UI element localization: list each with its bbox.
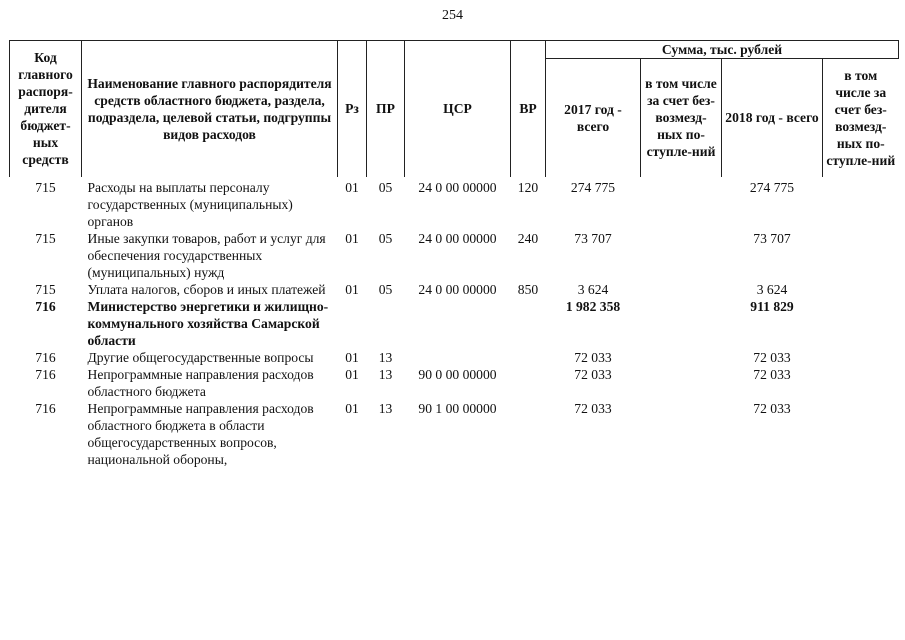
table-row	[10, 298, 899, 349]
row-2017-grants	[641, 281, 722, 298]
row-2017-grants	[641, 400, 722, 468]
row-rz: 01	[345, 366, 359, 382]
row-vr	[511, 366, 546, 400]
row-2017-total: 72 033	[574, 349, 612, 365]
row-pr: 05	[378, 179, 393, 195]
row-2017-total: 72 033	[574, 400, 612, 416]
header-2018-grants: в том числе за счет без-возмезд-ных по-ступле-ний	[823, 59, 899, 177]
row-pr	[367, 298, 405, 349]
row-rz: 01	[345, 349, 359, 365]
table-row	[10, 366, 899, 400]
table-header	[10, 41, 899, 177]
row-name: Другие общегосударственные вопросы	[87, 349, 314, 365]
table-body	[10, 177, 899, 468]
header-vr: ВР	[511, 41, 546, 177]
row-2017-grants	[641, 298, 722, 349]
row-csr: 24 0 00 00000	[418, 179, 497, 195]
row-pr: 05	[378, 281, 393, 297]
table-row	[10, 230, 899, 281]
row-rz	[338, 298, 367, 349]
row-code: 716	[35, 366, 56, 382]
row-csr: 24 0 00 00000	[418, 230, 497, 246]
row-vr	[511, 298, 546, 349]
row-name: Министерство энергетики и жилищно-коммунального хозяйства Самарской области	[87, 298, 329, 348]
row-2017-grants	[641, 366, 722, 400]
row-csr	[405, 349, 511, 366]
row-2018-grants	[823, 281, 899, 298]
row-2018-total: 72 033	[753, 400, 791, 416]
row-2017-total: 1 982 358	[565, 298, 621, 314]
row-2018-grants	[823, 298, 899, 349]
row-2017-grants	[641, 230, 722, 281]
row-csr	[405, 298, 511, 349]
row-2017-total: 73 707	[574, 230, 612, 246]
row-csr: 90 1 00 00000	[418, 400, 497, 416]
row-2017-total: 3 624	[577, 281, 609, 297]
row-name: Уплата налогов, сборов и иных платежей	[87, 281, 326, 297]
header-2017-grants: в том числе за счет без-возмезд-ных по-ступле-ний	[641, 59, 722, 177]
row-csr: 90 0 00 00000	[418, 366, 497, 382]
row-name: Расходы на выплаты персоналу государственных (муниципальных) органов	[87, 179, 293, 229]
row-csr: 24 0 00 00000	[418, 281, 497, 297]
row-vr: 240	[517, 230, 539, 246]
header-pr: ПР	[367, 41, 405, 177]
header-name: Наименование главного распорядителя средств областного бюджета, раздела, подраздела, целевой статьи, подгруппы видов расходов	[82, 41, 338, 177]
header-2018-total: 2018 год - всего	[722, 59, 823, 177]
row-vr	[511, 349, 546, 366]
budget-table	[9, 40, 899, 468]
row-pr: 13	[378, 366, 393, 382]
row-rz: 01	[345, 281, 359, 297]
row-2018-total: 3 624	[756, 281, 788, 297]
row-pr: 13	[378, 349, 393, 365]
row-2017-total: 274 775	[570, 179, 616, 195]
table-row	[10, 177, 899, 230]
row-code: 716	[35, 349, 56, 365]
header-code: Код главного распоря-дителя бюджет-ных средств	[10, 41, 82, 177]
row-2017-grants	[641, 177, 722, 230]
row-vr: 850	[517, 281, 539, 297]
row-rz: 01	[345, 230, 359, 246]
row-name: Непрограммные направления расходов областного бюджета	[87, 366, 314, 399]
row-code: 716	[35, 298, 56, 314]
header-csr: ЦСР	[405, 41, 511, 177]
header-rz: Рз	[338, 41, 367, 177]
row-pr: 13	[378, 400, 393, 416]
table-row	[10, 400, 899, 468]
row-2017-grants	[641, 349, 722, 366]
row-2018-total: 72 033	[753, 349, 791, 365]
row-code: 715	[35, 179, 56, 195]
row-pr: 05	[378, 230, 393, 246]
row-code: 715	[35, 281, 56, 297]
row-2018-total: 274 775	[749, 179, 795, 195]
row-2018-total: 911 829	[750, 298, 794, 314]
row-2018-total: 73 707	[753, 230, 791, 246]
row-code: 716	[35, 400, 56, 416]
row-2018-grants	[823, 400, 899, 468]
row-vr	[511, 400, 546, 468]
header-sum-group: Сумма, тыс. рублей	[546, 41, 899, 59]
table-row	[10, 349, 899, 366]
row-2017-total: 72 033	[574, 366, 612, 382]
row-rz: 01	[345, 400, 359, 416]
row-name: Иные закупки товаров, работ и услуг для обеспечения государственных (муниципальных) нужд	[87, 230, 326, 280]
row-2018-grants	[823, 366, 899, 400]
page-number: 254	[442, 8, 463, 23]
row-code: 715	[35, 230, 56, 246]
row-2018-total: 72 033	[753, 366, 791, 382]
row-2018-grants	[823, 230, 899, 281]
row-2018-grants	[823, 177, 899, 230]
row-2018-grants	[823, 349, 899, 366]
header-2017-total: 2017 год - всего	[546, 59, 641, 177]
row-name: Непрограммные направления расходов областного бюджета в области общегосударственных вопросов, национальной обороны,	[87, 400, 314, 467]
row-rz: 01	[345, 179, 359, 195]
table-row	[10, 281, 899, 298]
row-vr: 120	[517, 179, 539, 195]
